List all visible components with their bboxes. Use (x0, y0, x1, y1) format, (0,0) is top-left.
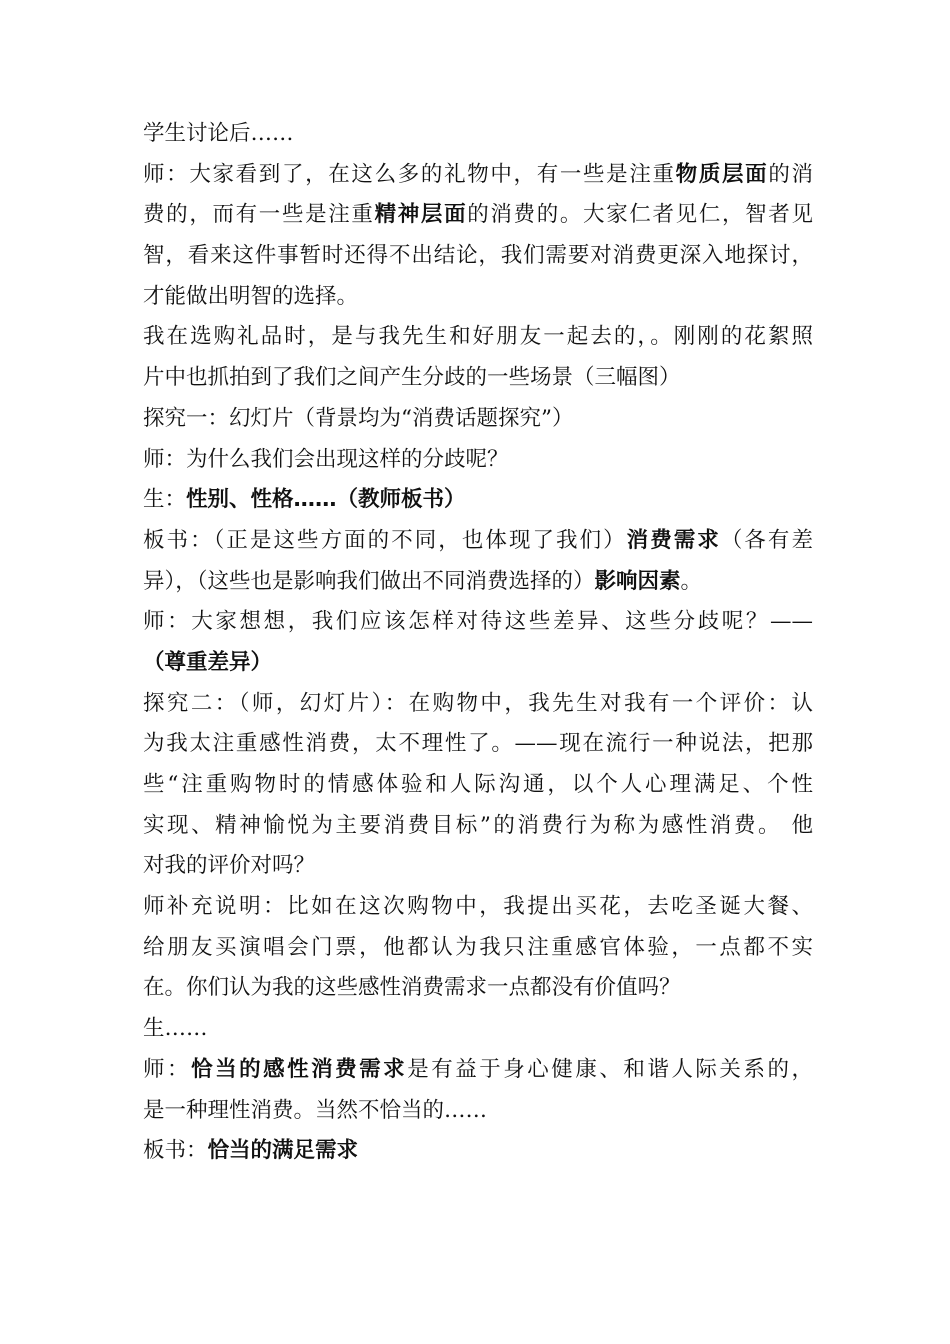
text-run: 对我的评价对吗？ (143, 853, 316, 879)
text-run: 的消费的。大家仁者见仁，智者见 (467, 202, 813, 228)
paragraph-line (143, 358, 813, 399)
paragraph-line (143, 155, 813, 196)
paragraph-line (143, 114, 813, 155)
text-run: 的消 (768, 161, 813, 187)
paragraph-line (143, 684, 813, 725)
paragraph-line (143, 399, 813, 440)
bold-text-run: 恰当的满足需求 (207, 1138, 359, 1164)
paragraph-line (143, 724, 813, 765)
text-run: 师：大家看到了，在这么多的礼物中，有一些是注重 (143, 161, 676, 187)
bold-text-run: 精神层面 (374, 202, 468, 228)
paragraph-line (143, 1131, 813, 1172)
paragraph-line (143, 846, 813, 887)
paragraph-line (143, 1009, 813, 1050)
paragraph-line (143, 765, 813, 806)
paragraph-line (143, 480, 813, 521)
bold-text-run: （尊重差异） (143, 649, 273, 675)
text-run: 才能做出明智的选择。 (143, 283, 359, 309)
text-run: 生…… (143, 1016, 208, 1042)
paragraph-line (143, 806, 813, 847)
paragraph-line (143, 928, 813, 969)
text-run: 是一种理性消费。当然不恰当的…… (143, 1097, 488, 1123)
paragraph-line (143, 1050, 813, 1091)
text-run: 给朋友买演唱会门票，他都认为我只注重感官体验，一点都不实 (143, 934, 813, 960)
text-run: 在。你们认为我的这些感性消费需求一点都没有价值吗？ (143, 975, 681, 1001)
text-run: 实现、精神愉悦为主要消费目标”的消费行为称为感性消费。 他 (143, 812, 813, 838)
paragraph-line (143, 317, 813, 358)
text-run: （各有差 (720, 527, 813, 553)
paragraph-line (143, 562, 813, 603)
text-run: 生： (143, 487, 187, 513)
paragraph-line (143, 440, 813, 481)
bold-text-run: 性别、性格……（教师板书） (186, 487, 466, 513)
text-run: 是有益于身心健康、和谐人际关系的， (407, 1056, 813, 1082)
paragraph-line (143, 236, 813, 277)
text-run: 为我太注重感性消费，太不理性了。——现在流行一种说法，把那 (143, 731, 813, 757)
text-run: 学生讨论后…… (143, 121, 294, 146)
bold-text-run: 恰当的感性消费需求 (191, 1056, 408, 1082)
text-run: 师补充说明：比如在这次购物中，我提出买花，去吃圣诞大餐、 (143, 894, 813, 920)
text-run: 探究二：（师，幻灯片）：在购物中，我先生对我有一个评价：认 (143, 690, 813, 716)
document-body (143, 114, 813, 1172)
text-run: 智，看来这件事暂时还得不出结论，我们需要对消费更深入地探讨， (143, 243, 813, 269)
bold-text-run: 影响因素 (594, 568, 681, 594)
paragraph-line (143, 195, 813, 236)
bold-text-run: 物质层面 (675, 161, 769, 187)
text-run: 板书： (143, 1138, 208, 1164)
text-run: 师：为什么我们会出现这样的分歧呢？ (143, 446, 509, 472)
text-run: 些“注重购物时的情感体验和人际沟通，以个人心理满足、个性 (143, 772, 813, 797)
text-run: 费的，而有一些是注重 (143, 202, 375, 228)
text-run: 我在选购礼品时，是与我先生和好朋友一起去的，。刚刚的花絮照 (143, 324, 813, 350)
paragraph-line (143, 277, 813, 318)
paragraph-line (143, 521, 813, 562)
text-run: 。 (680, 568, 703, 594)
text-run: 师： (143, 1056, 192, 1082)
text-run: 片中也抓拍到了我们之间产生分歧的一些场景（三幅图） (143, 365, 681, 391)
paragraph-line (143, 643, 813, 684)
paragraph-line (143, 602, 813, 643)
paragraph-line (143, 1091, 813, 1132)
paragraph-line (143, 887, 813, 928)
text-run: 探究一：幻灯片（背景均为“消费话题探究”） (143, 405, 574, 431)
text-run: 板书：（正是这些方面的不同，也体现了我们） (143, 527, 627, 553)
text-run: 师：大家想想，我们应该怎样对待这些差异、这些分歧呢？—— (143, 609, 813, 635)
bold-text-run: 消费需求 (626, 527, 721, 553)
text-run: 异），（这些也是影响我们做出不同消费选择的） (143, 568, 595, 594)
paragraph-line (143, 968, 813, 1009)
